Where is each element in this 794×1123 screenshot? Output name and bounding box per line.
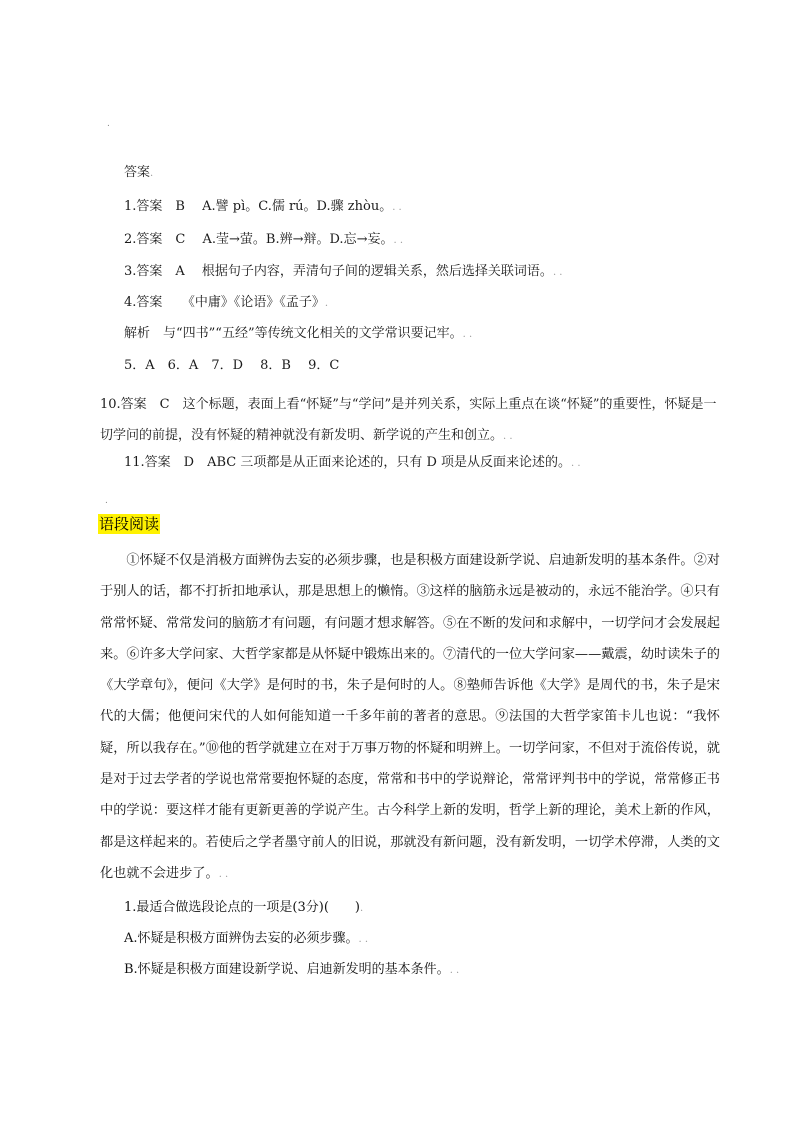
answer-line-5-9 <box>124 356 339 376</box>
paragraph-mark: . . <box>552 267 563 278</box>
answer-line-1 <box>124 197 402 218</box>
answer-text: 2.答案 C A.莹→萤。B.辨→辩。D.忘→妄。 <box>124 232 394 247</box>
answer-text: 解析 与“四书”“五经”等传统文化相关的文学常识要记牢。 <box>124 326 463 341</box>
answer-line-3 <box>124 262 562 283</box>
section-title: 语段阅读 <box>99 515 160 533</box>
question-stem-text: 1.最适合做选段论点的一项是(3分)( ) <box>124 900 360 915</box>
question-stem <box>124 898 363 919</box>
answer-text: 11.答案 D ABC 三项都是从正面来论述的，只有 D 项是从反面来论述的。 <box>124 455 572 470</box>
answers-heading <box>124 163 153 184</box>
paragraph-mark: . . <box>449 965 460 976</box>
section-mark: . <box>105 496 108 506</box>
answer-explanation-4 <box>124 324 472 345</box>
answer-text: 1.答案 B A.譬 pì。C.儒 rú。D.骤 zhòu。 <box>124 199 393 214</box>
answer-line-11 <box>124 453 581 474</box>
paragraph-mark: . <box>150 168 154 179</box>
reading-passage <box>100 545 720 890</box>
passage-text: ①怀疑不仅是消极方面辨伪去妄的必须步骤，也是积极方面建设新学说、启迪新发明的基本条件。②对于别人的话，都不打折扣地承认，那是思想上的懒惰。③这样的脑筋永远是被动的，永远不能治学。④只有常常怀疑、常常发问的脑筋才有问题，有问题才想求解答。⑤在不断的发问和求解中，一切学问才会发展起来。⑥许多大学问家、大哲学家都是从怀疑中锻炼出来的。⑦清代的一位大学问家——戴震，幼时读朱子的《大学章句》，便问《大学》是何时的书，朱子是何时的人。⑧塾师告诉他《大学》是周代的书，朱子是宋代的大儒；他便问宋代的人如何能知道一千多年前的著者的意思。⑨法国的大哲学家笛卡儿也说：“我怀疑，所以我存在。”⑩他的哲学就建立在对于万事万物的怀疑和明辨上。一切学问家，不但对于流俗传说，就是对于过去学者的学说也常常要抱怀疑的态度，常常和书中的学说辩论，常常评判书中的学说，常常修正书中的学说：要这样才能有更新更善的学说产生。古今科学上新的发明，哲学上新的理论，美术上新的作风，都是这样起来的。若使后之学者墨守前人的旧说，那就没有新问题，没有新发明，一切学术停滞，人类的文化也就不会进步了。 <box>100 553 720 881</box>
paragraph-mark: . . <box>462 329 473 340</box>
paragraph-mark: . . <box>358 934 369 945</box>
answer-text: 3.答案 A 根据句子内容，弄清句子间的逻辑关系，然后选择关联词语。 <box>124 264 553 279</box>
paragraph-mark: . . <box>392 202 402 213</box>
answer-line-2 <box>124 230 403 251</box>
option-a-text: A.怀疑是积极方面辨伪去妄的必须步骤。 <box>124 931 359 946</box>
answers-heading-text: 答案 <box>124 165 151 180</box>
answer-text: 5．A 6．A 7．D 8．B 9．C <box>124 358 340 373</box>
paragraph-mark: . . <box>393 235 404 246</box>
paragraph-mark: . . <box>503 431 513 442</box>
paragraph-mark: . . <box>571 458 581 469</box>
option-a[interactable] <box>124 929 368 950</box>
paragraph-mark: . . <box>218 868 229 880</box>
option-b[interactable] <box>124 960 459 981</box>
paragraph-mark: . <box>324 298 329 309</box>
answer-text: 10.答案 C 这个标题，表面上看“怀疑”与“学问”是并列关系，实际上重点在谈“怀疑”的重要性，怀疑是一切学问的前提，没有怀疑的精神就没有新发明、新学说的产生和创立。 <box>100 397 717 443</box>
option-b-text: B.怀疑是积极方面建设新学说、启迪新发明的基本条件。 <box>124 962 450 977</box>
answer-line-4 <box>124 293 328 314</box>
answer-line-10 <box>100 389 720 452</box>
paragraph-mark: . <box>359 903 364 914</box>
answer-text: 4.答案 《中庸》《论语》《孟子》 <box>124 295 325 310</box>
corner-mark: . <box>107 119 110 129</box>
